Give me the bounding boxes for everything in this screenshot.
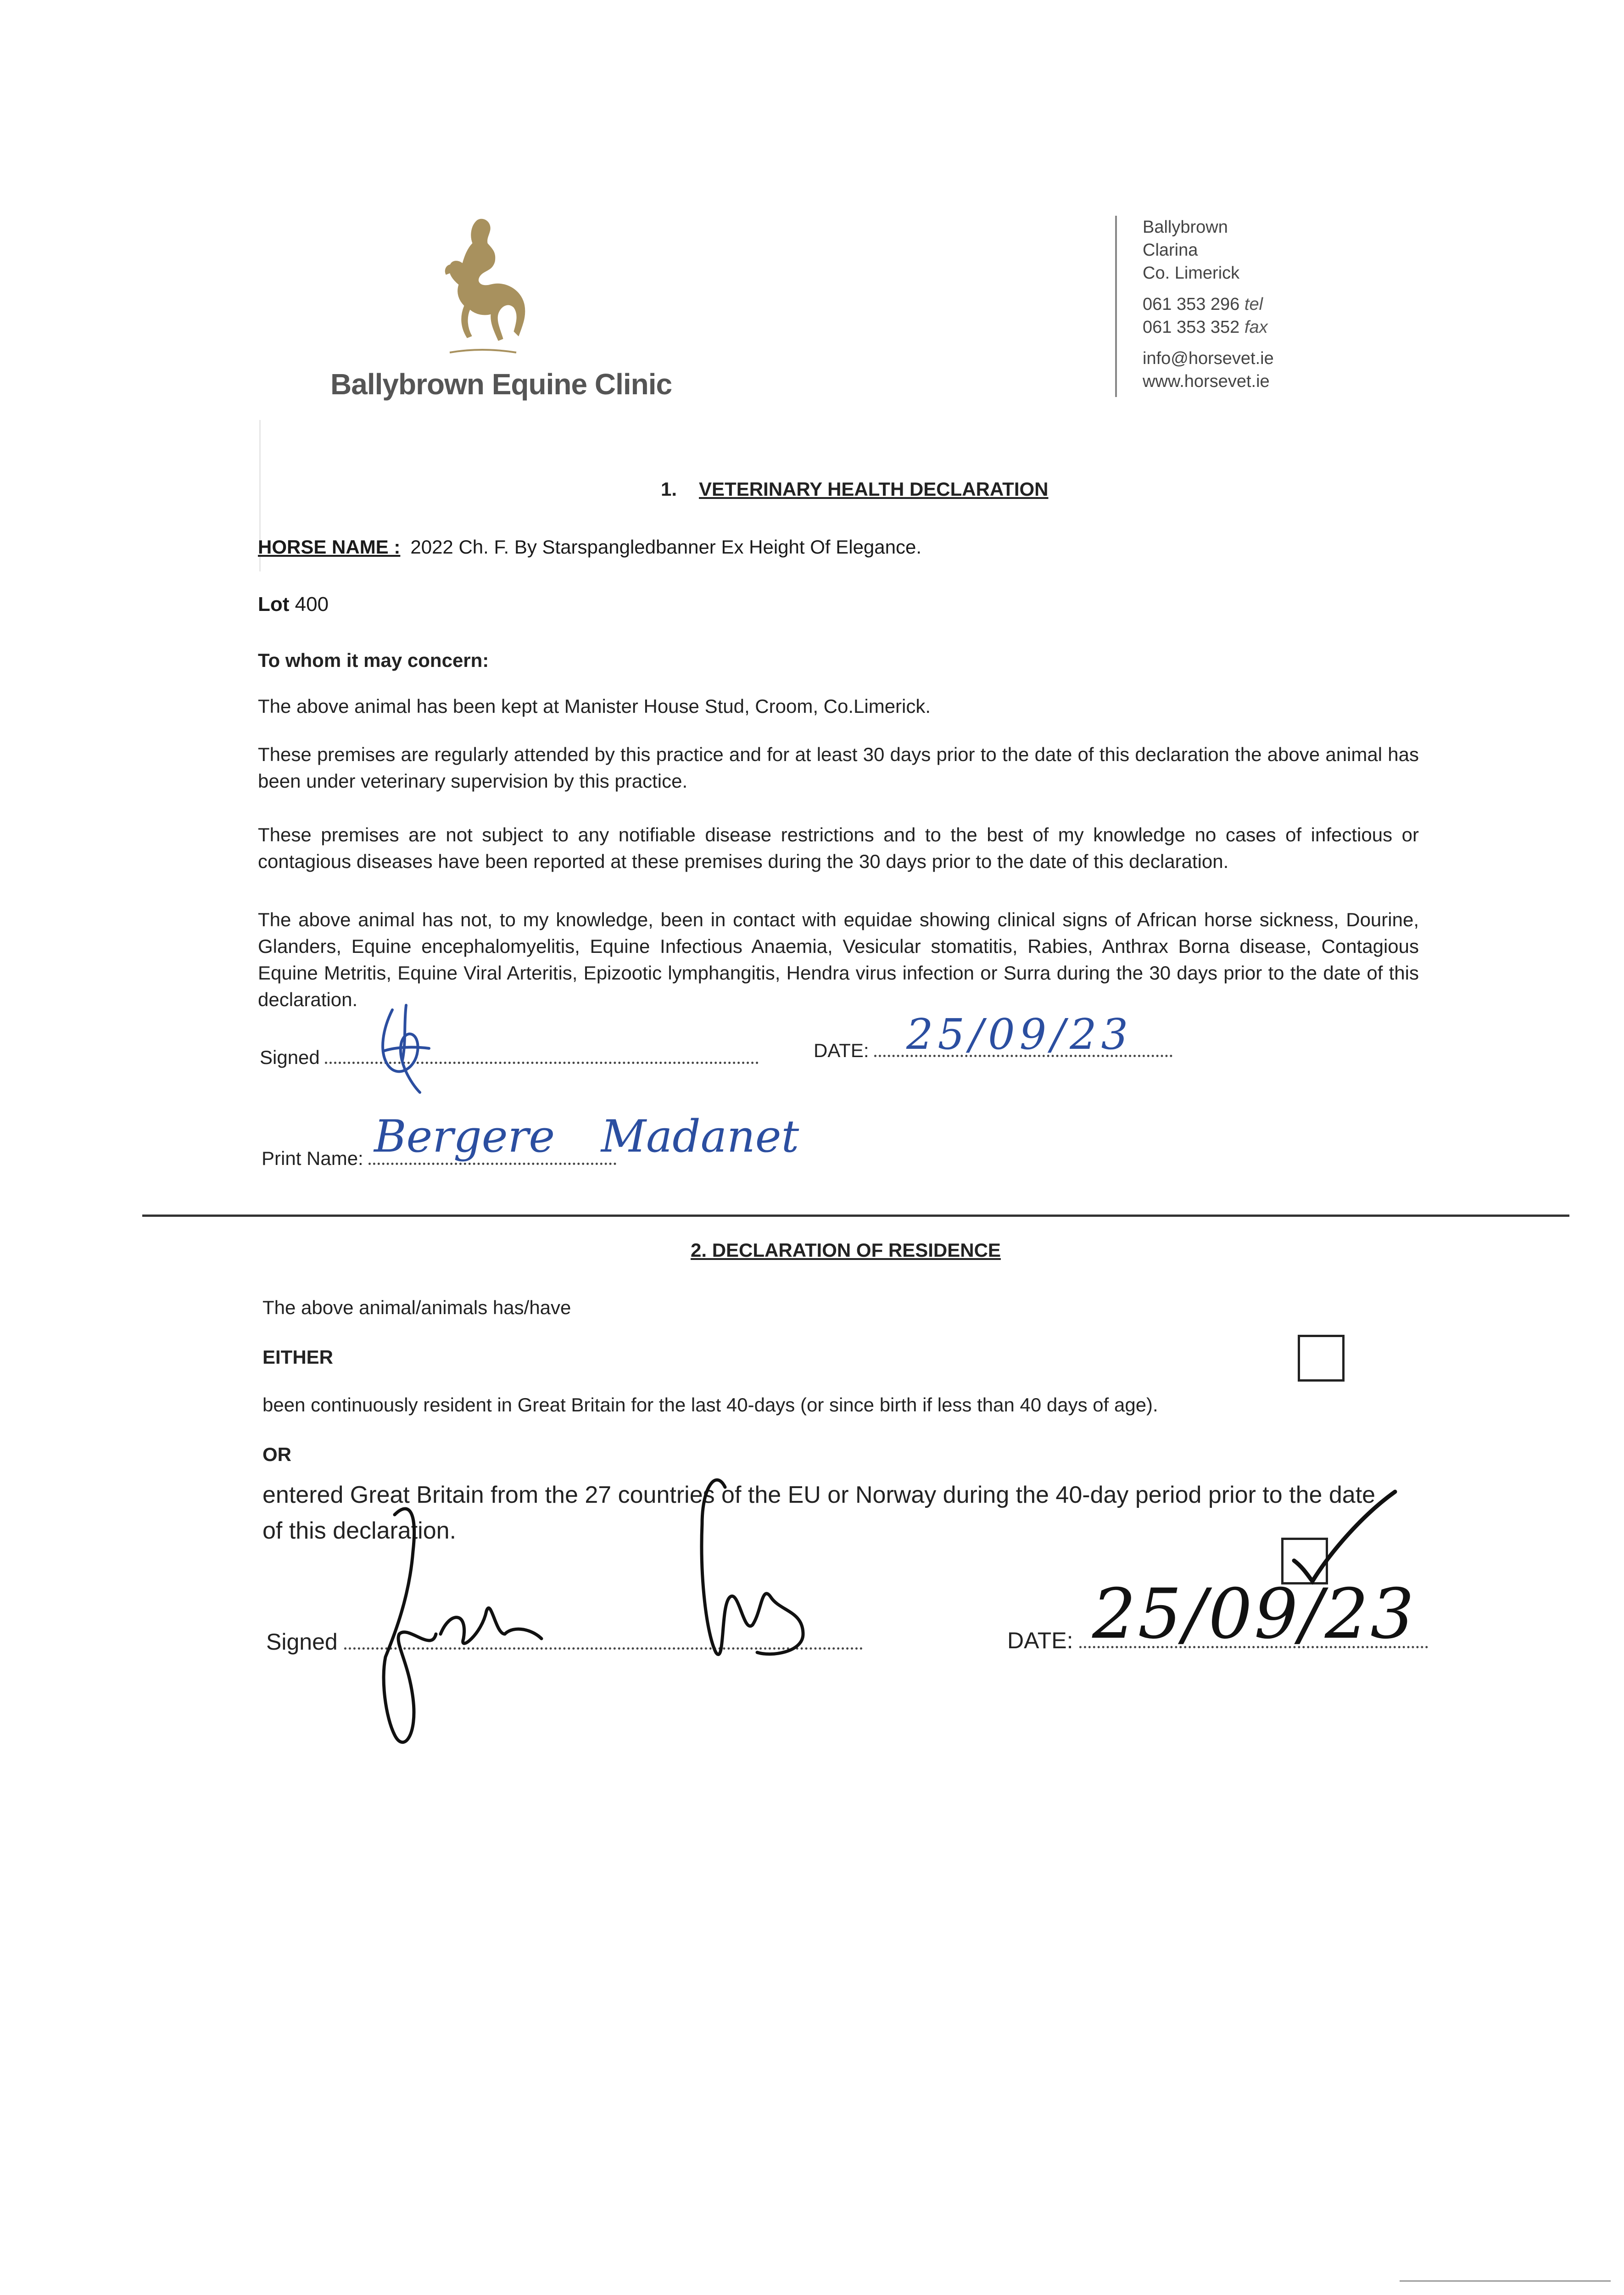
vet-signature — [374, 1001, 434, 1097]
lot-number: 400 — [295, 593, 329, 616]
owner-date-label: DATE: — [1007, 1628, 1073, 1653]
fax-number: 061 353 352 — [1143, 318, 1240, 337]
either-label: EITHER — [262, 1346, 334, 1368]
paragraph-restrictions: These premises are not subject to any notifiable disease restrictions and to the best of my knowledge no cases of infectious or contagious diseases have been reported at these premises during the 30 days prior to the date of this declaration. — [258, 824, 1419, 872]
address-line: Co. Limerick — [1143, 263, 1240, 283]
vet-date-label: DATE: — [814, 1040, 869, 1061]
vet-signed-label: Signed — [260, 1047, 320, 1068]
page-edge-line — [1400, 2280, 1611, 2282]
owner-date-handwritten: 25/09/23 — [1092, 1574, 1416, 1654]
owner-signed-label: Signed — [266, 1629, 338, 1655]
paragraph-contact: The above animal has not, to my knowledge, been in contact with equidae showing clinical signs of African horse sickness, Dourine, Glanders, Equine encephalomyelitis, Equine Infectious Anaemia, Vesicular stomatitis, Rabies, Anthrax Borna disease, Contagious Equine Metritis, Equine Viral Arteritis, Epizootic lymphangitis, Hendra virus infection or Surra during the 30 days prior to the date of this declaration. — [258, 909, 1419, 1010]
section-divider — [142, 1215, 1569, 1217]
horse-name-label: HORSE NAME : — [258, 536, 401, 558]
salutation: To whom it may concern: — [258, 649, 489, 671]
or-label: OR — [262, 1444, 291, 1465]
option2-text: entered Great Britain from the 27 countries of the EU or Norway during the 40-day period prior to the date of this declaration. — [262, 1482, 1376, 1544]
lot-row — [258, 593, 329, 616]
clinic-address-block — [1143, 216, 1274, 393]
option1-text: been continuously resident in Great Britain for the last 40-days (or since birth if less than 40 days of age). — [262, 1394, 1158, 1416]
section1-heading — [661, 478, 1049, 500]
address-line: Ballybrown — [1143, 218, 1228, 237]
website: www.horsevet.ie — [1143, 372, 1270, 391]
paragraph-premises: The above animal has been kept at Manister House Stud, Croom, Co.Limerick. — [258, 695, 931, 717]
clinic-logo — [422, 216, 541, 363]
lot-label: Lot — [258, 593, 290, 616]
section1-title: VETERINARY HEALTH DECLARATION — [699, 478, 1049, 500]
print-name-handwritten: Bergere Madanet — [374, 1111, 799, 1162]
section2-title: 2. DECLARATION OF RESIDENCE — [691, 1239, 1001, 1261]
phone-suffix: tel — [1244, 295, 1263, 314]
vet-date-handwritten: 25/09/23 — [906, 1010, 1133, 1059]
paragraph-supervision: These premises are regularly attended by this practice and for at least 30 days prior to the date of this declaration the above animal has been under veterinary supervision by this practice. — [258, 744, 1419, 792]
email: info@horsevet.ie — [1143, 349, 1274, 368]
phone-line — [1143, 293, 1274, 316]
phone-number: 061 353 296 — [1143, 295, 1240, 314]
owner-signature — [367, 1460, 872, 1808]
print-name-label: Print Name: — [262, 1148, 363, 1169]
address-line: Clarina — [1143, 241, 1198, 260]
horse-name-value: 2022 Ch. F. By Starspangledbanner Ex Height Of Elegance. — [410, 536, 922, 558]
rearing-horse-icon — [422, 216, 541, 363]
horse-name-row — [258, 536, 921, 558]
checkmark-icon — [1280, 1483, 1409, 1588]
residence-intro: The above animal/animals has/have — [262, 1297, 571, 1318]
fax-suffix: fax — [1244, 318, 1268, 337]
option1-checkbox[interactable] — [1298, 1335, 1345, 1382]
fax-line — [1143, 316, 1274, 339]
vet-signed-row — [260, 1047, 759, 1069]
section1-number: 1. — [661, 478, 677, 500]
clinic-name: Ballybrown Equine Clinic — [330, 368, 672, 401]
address-divider — [1115, 216, 1117, 397]
